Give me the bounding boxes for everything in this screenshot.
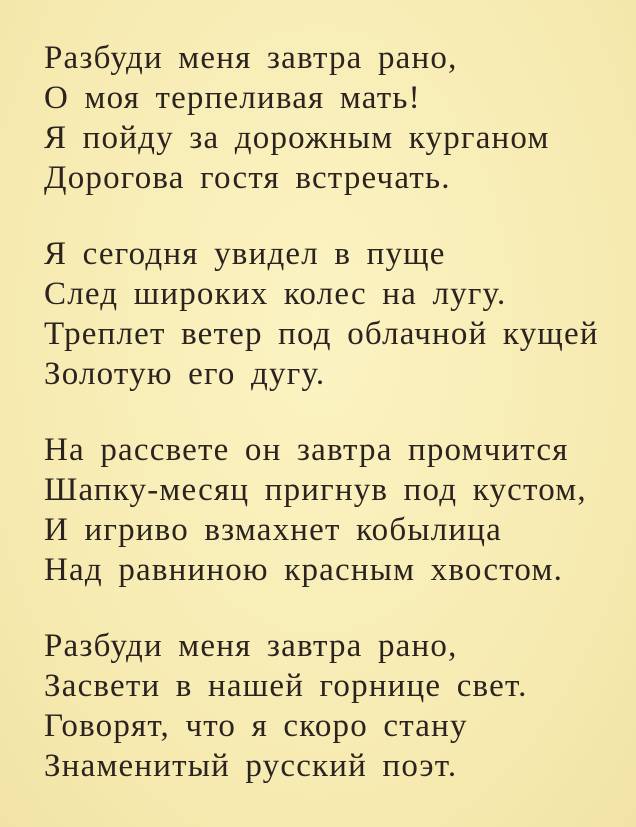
poem-line: Я пойду за дорожным курганом [44,120,550,156]
poem-line: Над равниною красным хвостом. [44,552,564,588]
poem-line: Разбуди меня завтра рано, [44,628,458,664]
poem-line: Дорогова гостя встречать. [44,160,451,196]
stanza-2 [44,234,636,394]
poem-line: Говорят, что я скоро стану [44,708,468,744]
poem-line: Я сегодня увидел в пуще [44,236,446,272]
stanza-4 [44,626,636,786]
poem-line: Золотую его дугу. [44,356,326,392]
poem-line: След широких колес на лугу. [44,276,507,312]
poem-line: О моя терпеливая мать! [44,80,421,116]
poem-line: Треплет ветер под облачной кущей [44,316,599,352]
poem-line: Шапку-месяц пригнув под кустом, [44,472,587,508]
poem-line: Засвети в нашей горнице свет. [44,668,528,704]
stanza-1 [44,38,636,198]
stanza-3 [44,430,636,590]
poem-line: Знаменитый русский поэт. [44,748,458,784]
poem-line: И игриво взмахнет кобылица [44,512,502,548]
poem-line: На рассвете он завтра промчится [44,432,569,468]
poem-line: Разбуди меня завтра рано, [44,40,458,76]
